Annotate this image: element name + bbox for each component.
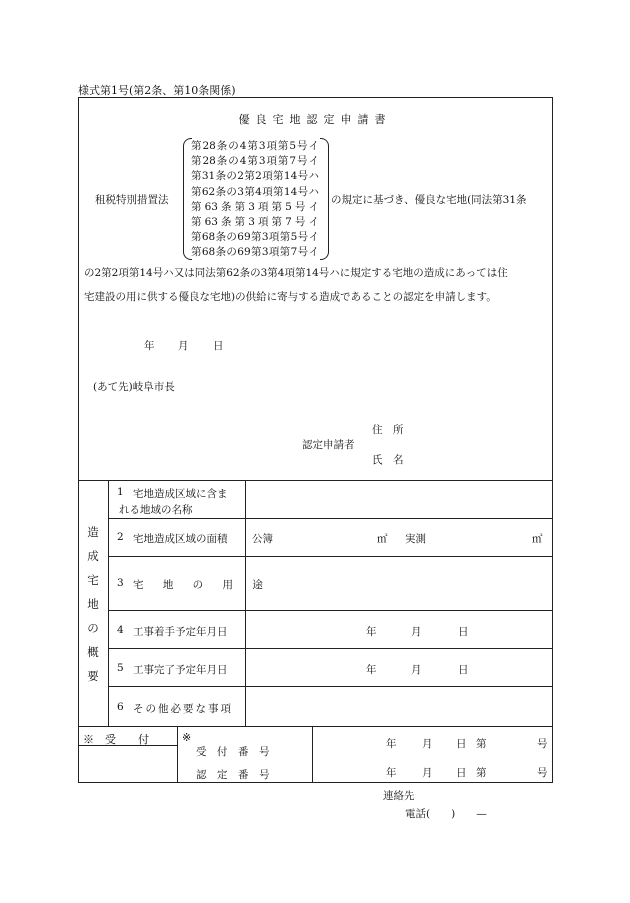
vertical-char: 要 [87,669,99,683]
article-item: 第68条の69第3項第7号イ [191,246,319,259]
start-day: 日 [458,626,469,638]
receipt-day: 日 [456,738,467,750]
table-bottom-line [78,726,553,727]
vertical-char: 造 [87,525,99,539]
body-line-3: 宅建設の用に供する優良な宅地)の供給に寄与する造成であることの認定を申請します。 [84,291,497,303]
body-line-2: の2第2項第14号ハ又は同法第62条の3第4項第14号ハに規定する宅地の造成にあっては住 [84,267,508,279]
date-day: 日 [213,340,224,352]
form-title: 優良宅地認定申請書 [238,113,392,126]
row-2-label: 宅地造成区域の面積 [133,533,228,545]
article-item: 第63条第3項第5号イ [191,200,319,213]
overview-label-divider [108,480,109,726]
end-year: 年 [366,664,377,676]
row-line [108,556,553,557]
row-5-num: 5 [117,662,124,674]
row-line [108,518,553,519]
office-divider-1 [177,726,178,783]
vertical-char: 地 [87,597,99,611]
applicant-name-label: 氏 名 [372,454,404,466]
cert-day: 日 [456,767,467,779]
article-list [191,139,319,261]
end-month: 月 [411,664,422,676]
start-year: 年 [366,626,377,638]
law-name: 租税特別措置法 [95,194,169,206]
area-actual-label: 実測 [405,533,426,545]
applicant-label: 認定申請者 [302,439,355,451]
cert-month: 月 [422,767,433,779]
area-registry-label: 公簿 [252,533,273,545]
end-day: 日 [458,664,469,676]
area-unit: ㎡ [377,533,388,545]
receipt-go: 号 [537,738,548,750]
row-2-num: 2 [117,531,124,543]
table-top-line [78,480,553,481]
row-1-num: 1 [117,486,124,498]
row-4-num: 4 [117,624,124,636]
vertical-char: 概 [87,645,99,659]
receipt-number-label: 受 付 番 号 [196,746,270,758]
article-item: 第28条の4第3項第7号イ [191,155,319,168]
label-value-divider [245,480,246,726]
date-month: 月 [178,340,189,352]
bracket-right [320,138,329,260]
row-line [108,610,553,611]
row-3-label: 宅 地 の 用 途 [133,579,271,591]
reception-mark: ※ 受 付 [83,733,149,746]
cert-no: 第 [476,767,487,779]
row-line [108,686,553,687]
article-item: 第28条の4第3項第5号イ [191,140,319,152]
area-unit: ㎡ [532,533,543,545]
date-year: 年 [144,340,155,352]
row-1-label-line1: 宅地造成区域に含ま [133,488,228,500]
cert-year: 年 [386,767,397,779]
applicant-address-label: 住 所 [372,424,404,436]
vertical-char: の [87,621,99,635]
office-mark: ※ [182,731,192,744]
cert-go: 号 [537,767,548,779]
receipt-year: 年 [386,738,397,750]
row-6-label: その他必要な事項 [133,703,233,715]
row-4-label: 工事着手予定年月日 [133,626,228,638]
article-item: 第63条第3項第7号イ [191,216,319,229]
office-divider-2 [312,726,313,783]
vertical-char: 宅 [87,573,99,587]
article-item: 第31条の2第2項第14号ハ [191,170,319,183]
cert-number-label: 認 定 番 号 [196,769,270,781]
receipt-month: 月 [422,738,433,750]
contact-phone: 電話( ) — [405,808,487,820]
row-3-num: 3 [117,577,124,589]
receipt-no: 第 [476,738,487,750]
article-item: 第62条の3第4項第14号ハ [191,185,319,198]
article-item: 第68条の69第3項第5号イ [191,231,319,244]
row-6-num: 6 [117,701,124,713]
row-line [108,648,553,649]
body-lead: の規定に基づき、優良な宅地(同法第31条 [331,194,527,206]
addressee: (あて先)岐阜市長 [93,381,175,393]
vertical-char: 成 [87,549,99,563]
row-5-label: 工事完了予定年月日 [133,664,228,676]
form-number-label: 様式第1号(第2条、第10条関係) [78,84,236,97]
contact-label: 連絡先 [383,790,415,802]
start-month: 月 [411,626,422,638]
row-1-label-line2: れる地域の名称 [119,504,193,516]
